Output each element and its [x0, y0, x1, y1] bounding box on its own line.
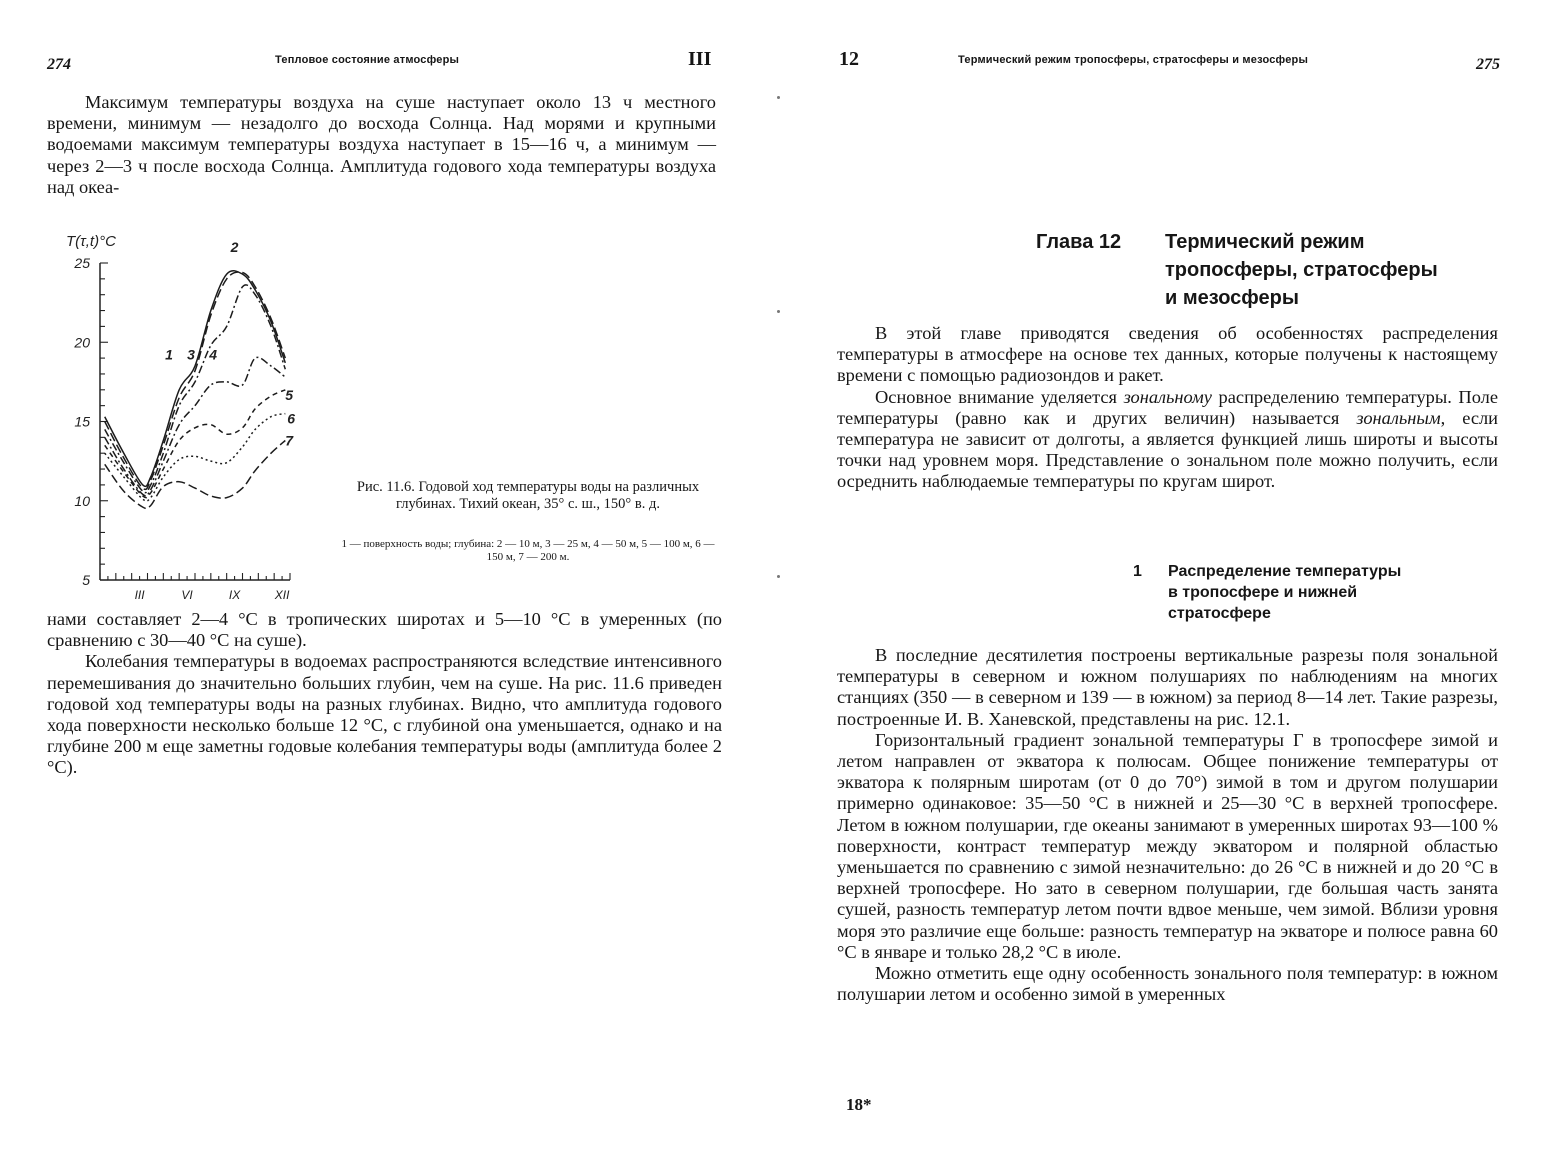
x-tick-label: VI [181, 588, 193, 602]
y-tick-label: 20 [74, 334, 90, 351]
curve-label: 5 [285, 386, 294, 403]
running-head-left: Тепловое состояние атмосферы [275, 54, 460, 66]
running-head-right: Термический режим тропосферы, стратосферы и мезосферы [958, 54, 1309, 66]
subsection-title: Распределение температуры в тропосфере и нижней стратосфере [1168, 563, 1402, 622]
y-tick-label: 15 [74, 413, 90, 430]
intro-paragraph-2: Основное внимание уделяется зональному распределению температуры. Поле температуры (равно как и других величин) называется зональным, если температура не зависит от долготы, а является функцией лишь широты и высоты точки над уровнем моря. Представление о зональном поле можно получить, если осреднить наблюдаемые температуры по кругам широт. [837, 386, 1499, 492]
scan-speck [777, 96, 780, 99]
subsection-number: 1 [1133, 563, 1142, 580]
paragraph-bottom: нами составляет 2—4 °C в тропических широтах и 5—10 °C в умеренных (по сравнению с 30—40 °C на суше). Колебания температуры в водоемах распространяются вследствие интенсивного перемешивания до значительно больших глубин, чем на суше. На рис. 11.6 приведен годовой ход температуры воды на разных глубинах. Видно, что амплитуда годового хода поверхности несколько больше 12 °C, с глубиной она уменьшается, однако и на глубине 200 м еще заметны годовые колебания температуры воды (амплитуда более 2 °C). [47, 609, 722, 778]
series-line-3 [105, 285, 286, 493]
y-tick-label: 25 [74, 255, 90, 271]
scan-speck [777, 575, 780, 578]
y-tick-label: 10 [74, 492, 90, 509]
x-tick-label: III [134, 588, 145, 602]
chapter-title: Термический режим тропосферы, стратосферы и мезосферы [1165, 231, 1438, 309]
x-tick-label: IX [228, 588, 241, 602]
section-body: В последние десятилетия построены вертикальные разрезы поля зональной температуры в северном и южном полушариях по наблюдениям на многих станциях (350 — в северном и 139 — в южном) за период 8—14 лет. Такие разрезы, построенные И. В. Ханевской, представлены на рис. 12.1. Горизонтальный градиент зональной температуры Г в тропосфере зимой и летом направлен от экватора к полюсам. Общее понижение температуры от экватора к полярным широтам (от 0 до 70°) зимой в том и другом полушарии примерно одинаковое: 35—50 °C в нижней и 25—30 °C в верхней тропосфере. Летом в южном полушарии, где океаны занимают в умеренных широтах 93—100 % поверхности, контраст температур между экватором и полярной областью уменьшается по сравнению с зимой незначительно: до 26 °C в нижней и до 20 °C в верхней тропосфере. Но зато в северном полушарии, где большая часть занята сушей, разность температур летом почти вдвое меньше, чем зимой. Вблизи уровня моря это различие еще больше: разность температур на экваторе и полюсе равна 60 °C в январе и только 28,2 °C в июле. Можно отметить еще одну особенность зонального поля температур: в южном полушарии летом и особенно зимой в умеренных [837, 645, 1498, 1005]
chapter-label: Глава 12 [1036, 231, 1122, 253]
right-page [783, 0, 1566, 1152]
scan-speck [777, 310, 780, 313]
chart-svg [0, 0, 783, 620]
page-number-right: 275 [1476, 56, 1500, 73]
figure-legend-note: 1 — поверхность воды; глубина: 2 — 10 м, 3 — 25 м, 4 — 50 м, 5 — 100 м, 6 — 150 м, 7 — 200 м. [341, 538, 715, 563]
y-axis-label: T(τ,t)°C [66, 233, 116, 250]
y-tick-label: 5 [82, 572, 90, 588]
series-line-7 [105, 441, 286, 509]
curve-label: 4 [209, 346, 218, 363]
curve-label: 1 [165, 346, 173, 363]
curve-label: 7 [285, 432, 294, 449]
chapter-intro: В этой главе приводятся сведения об особенностях распределения температуры в атмосфере на основе тех данных, которые получены к настоящему времени с помощью радиозондов и ракет. Основное внимание уделяется зональному распределению температуры. Поле температуры (равно как и других величин) называется зональным, если температура не зависит от долготы, а является функцией лишь широты и высоты точки над уровнем моря. Представление о зональном поле можно получить, если осреднить наблюдаемые температуры по кругам широт. [837, 323, 1499, 492]
curve-label: 2 [230, 238, 239, 255]
section-number-left: III [688, 48, 712, 70]
figure-caption: Рис. 11.6. Годовой ход температуры воды на различных глубинах. Тихий океан, 35° с. ш., 150° в. д. [356, 479, 700, 512]
section-number-right: 12 [839, 48, 859, 70]
x-tick-label: XII [274, 588, 290, 602]
page-number-left: 274 [47, 56, 71, 73]
curve-label: 3 [187, 346, 195, 363]
series-line-1 [105, 271, 286, 487]
curve-label: 6 [287, 410, 296, 427]
paragraph-top: Максимум температуры воздуха на суше наступает около 13 ч местного времени, минимум — незадолго до восхода Солнца. Над морями и крупными водоемами максимум температуры воздуха наступает в 15—16 ч, а минимум — через 2—3 ч после восхода Солнца. Амплитуда годового хода температуры воздуха над океа- [47, 92, 716, 197]
signature-mark: 18* [846, 1095, 872, 1114]
